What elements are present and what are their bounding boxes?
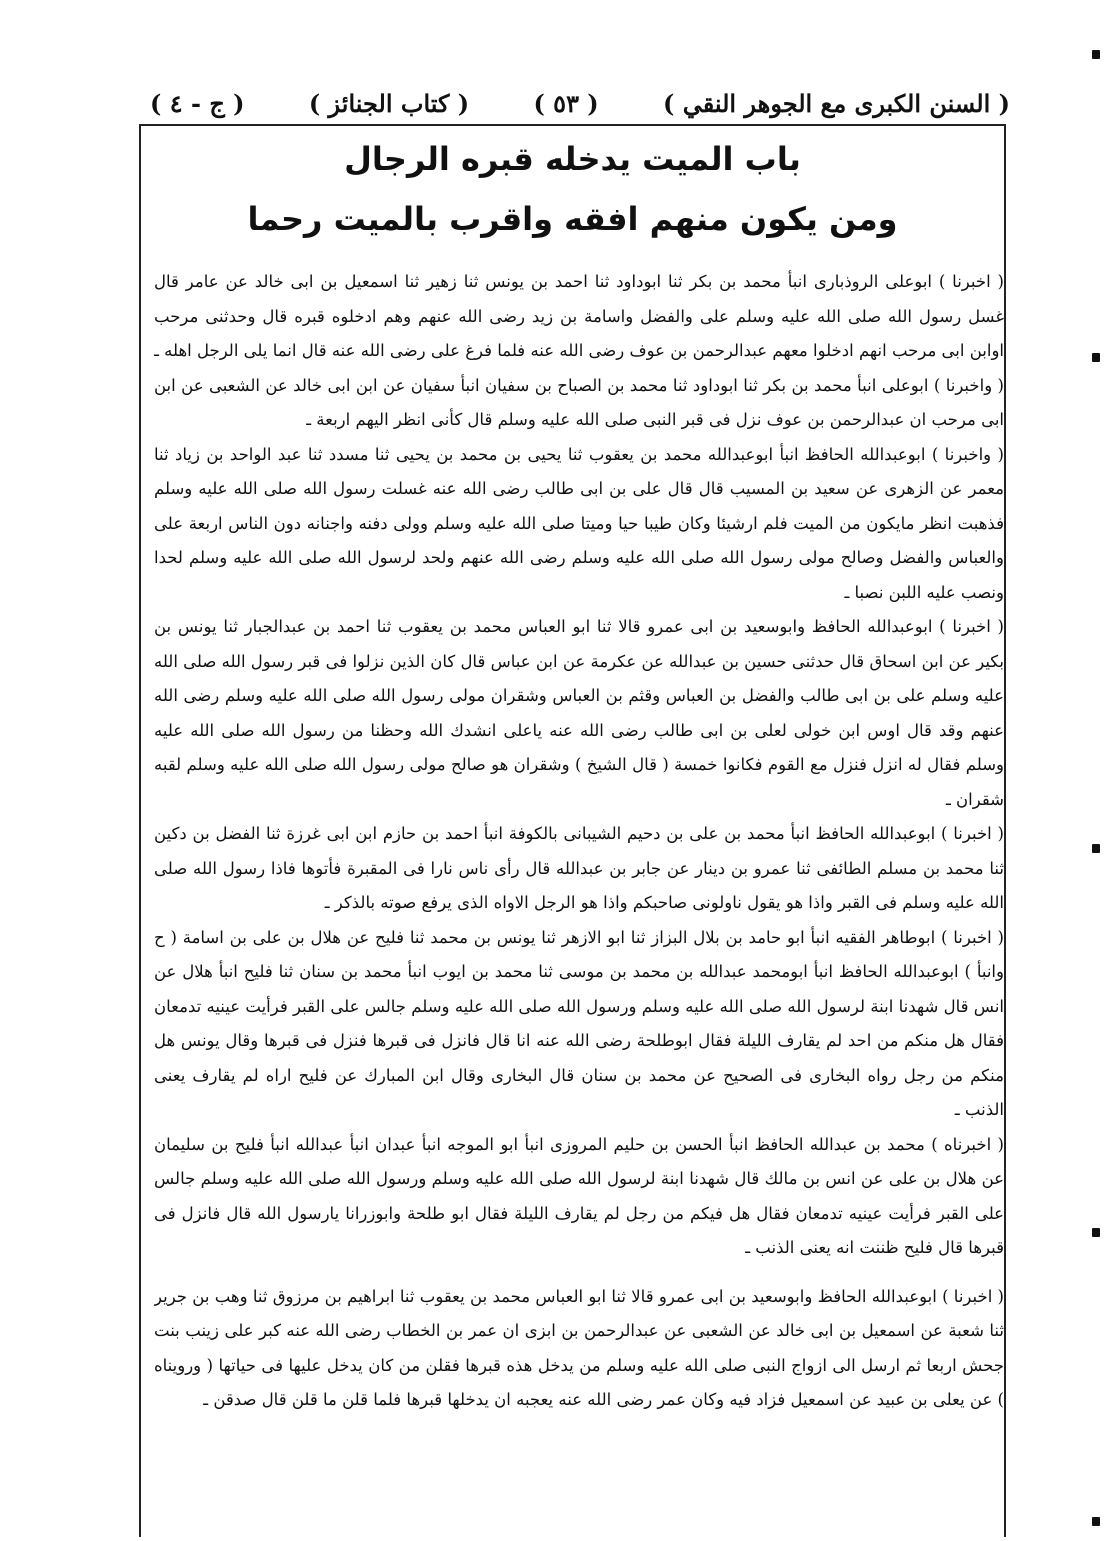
book-title: ( السنن الكبرى مع الجوهر النقي ) [662, 88, 1010, 118]
paragraph-5: ( اخبرنا ) ابوعبدالله الحافظ انبأ محمد بن على بن دحيم الشيبانى بالكوفة انبأ احمد بن حازم ابن ابى غرزة ثنا الفضل بن دكين ثنا محمد بن مسلم الطائفى ثنا عمرو بن دينار عن جابر بن عبدالله قال رأى ناس نارا فى المقبرة فأتوها فاذا رسول الله صلى الله عليه وسلم فى القبر واذا هو يقول ناولونى صاحبكم واذا هو الرجل الاواه الذى يرفع صوته بالذكر ـ [154, 824, 1004, 912]
margin-mark [1092, 50, 1100, 59]
paragraph-2: ( واخبرنا ) ابوعلى انبأ محمد بن بكر ثنا ابوداود ثنا محمد بن الصباح بن سفيان انبأ سفيان عن ابن ابى خالد عن الشعبى عن ابن ابى مرحب ان عبدالرحمن بن عوف نزل فى قبر النبى صلى الله عليه وسلم قال كأنى انظر اليهم اربعة ـ [154, 375, 1004, 429]
paragraph-1: ( اخبرنا ) ابوعلى الروذبارى انبأ محمد بن بكر ثنا ابوداود ثنا احمد بن يونس ثنا زهير ثنا اسمعيل بن ابى خالد عن عامر قال غسل رسول الله صلى الله عليه وسلم على والفضل واسامة بن زيد رضى الله عنهم وهم ادخلوه قبره قال وحدثنى مرحب اوابن ابى مرحب انهم ادخلوا معهم عبدالرحمن بن عوف رضى الله عنه فلما فرغ على رضى الله عنه قال انما يلى الرجل اهله ـ [154, 272, 1004, 360]
margin-mark [1092, 1517, 1100, 1526]
paragraph-6: ( اخبرنا ) ابوطاهر الفقيه انبأ ابو حامد بن بلال البزاز ثنا ابو الازهر ثنا يونس بن محمد ثنا فليح عن هلال بن على بن اسامة ( ح وانبأ ) ابوعبدالله الحافظ انبأ ابومحمد عبدالله بن محمد بن موسى ثنا محمد بن ايوب انبأ محمد بن سنان ثنا فليح انبأ هلال عن انس قال شهدنا ابنة لرسول الله صلى الله عليه وسلم ورسول الله صلى الله عليه وسلم جالس على القبر فرأيت عينيه تدمعان فقال هل منكم من احد لم يقارف الليلة فقال ابوطلحة رضى الله عنه انا قال فانزل فى قبرها فنزل فى قبرها وقال يونس هل منكم من رجل رواه البخارى فى الصحيح عن محمد بن سنان قال البخارى وقال ابن المبارك عن فليح اراه لم يقارف يعنى الذنب ـ [154, 927, 1004, 1119]
volume-number: ( ج - ٤ ) [150, 88, 245, 118]
paragraph-8: ( اخبرنا ) ابوعبدالله الحافظ وابوسعيد بن ابى عمرو قالا ثنا ابو العباس محمد بن يعقوب ثنا ابراهيم بن مرزوق ثنا وهب بن جرير ثنا شعبة عن اسمعيل بن ابى خالد عن الشعبى عن عبدالرحمن بن ابزى ان عمر بن الخطاب رضى الله عنه كبر على زينب بنت جحش اربعا ثم ارسل الى ازواج النبى صلى الله عليه وسلم من يدخل هذه قبرها فقلن من كان يدخل عليها فى حياتها ( ورويناه ) عن يعلى بن عبيد عن اسمعيل فزاد فيه وكان عمر رضى الله عنه يعجبه ان يدخلها قبرها فلما قلن ما قلن قال صدقن ـ [154, 1286, 1004, 1409]
running-header [150, 84, 1010, 122]
margin-mark [1092, 844, 1100, 853]
margin-mark [1092, 1228, 1100, 1237]
margin-mark [1092, 353, 1100, 362]
paragraph-4: ( اخبرنا ) ابوعبدالله الحافظ وابوسعيد بن ابى عمرو قالا ثنا ابو العباس محمد بن يعقوب ثنا احمد بن عبدالجبار ثنا يونس بن بكير عن ابن اسحاق قال حدثنى حسين بن عبدالله عن عكرمة عن ابن عباس قال كان الذين نزلوا فى قبر رسول الله صلى الله عليه وسلم على بن ابى طالب والفضل بن العباس وقثم بن العباس وشقران مولى رسول الله صلى الله عليه وسلم رضى الله عنهم وقد قال اوس ابن خولى لعلى بن ابى طالب رضى الله عنه ياعلى انشدك الله وحظنا من رسول الله صلى الله عليه وسلم فقال له انزل فنزل مع القوم فكانوا خمسة ( قال الشيخ ) وشقران هو صالح مولى رسول الله صلى الله عليه وسلم لقبه شقران ـ [154, 617, 1004, 809]
page-number: ( ٥٣ ) [533, 88, 599, 118]
chapter-title-line-1: باب الميت يدخله قبره الرجال [344, 140, 801, 178]
paragraph-3: ( واخبرنا ) ابوعبدالله الحافظ انبأ ابوعبدالله محمد بن يعقوب ثنا يحيى بن محمد بن يحيى ثنا مسدد ثنا عبد الواحد بن زياد ثنا معمر عن الزهرى عن سعيد بن المسيب قال قال على بن ابى طالب رضى الله عنه غسلت رسول الله صلى الله عليه وسلم فذهبت انظر مايكون من الميت فلم ارشيئا وكان طيبا حيا وميتا صلى الله عليه وسلم وولى دفنه واجنانه دون الناس اربعة على والعباس والفضل وصالح مولى رسول الله صلى الله عليه وسلم رضى الله عنهم ولحد لرسول الله صلى الله عليه وسلم لحدا ونصب عليه اللبن نصبا ـ [154, 444, 1004, 602]
paragraph-7: ( اخبرناه ) محمد بن عبدالله الحافظ انبأ الحسن بن حليم المروزى انبأ ابو الموجه انبأ عبدان انبأ عبدالله انبأ فليح بن سليمان عن هلال بن على عن انس بن مالك قال شهدنا ابنة لرسول الله صلى الله عليه وسلم ورسول الله صلى الله عليه وسلم جالس على القبر فرأيت عينيه تدمعان فقال هل فيكم من رجل لم يقارف الليلة فقال ابو طلحة وابوزرانا يارسول الله قال فانزل فى قبرها قال فليح ظننت انه يعنى الذنب ـ [154, 1134, 1004, 1257]
main-text [154, 265, 1004, 1535]
chapter-title-line-2: ومن يكون منهم افقه واقرب بالميت رحما [247, 200, 898, 238]
section-title: ( كتاب الجنائز ) [308, 88, 470, 118]
